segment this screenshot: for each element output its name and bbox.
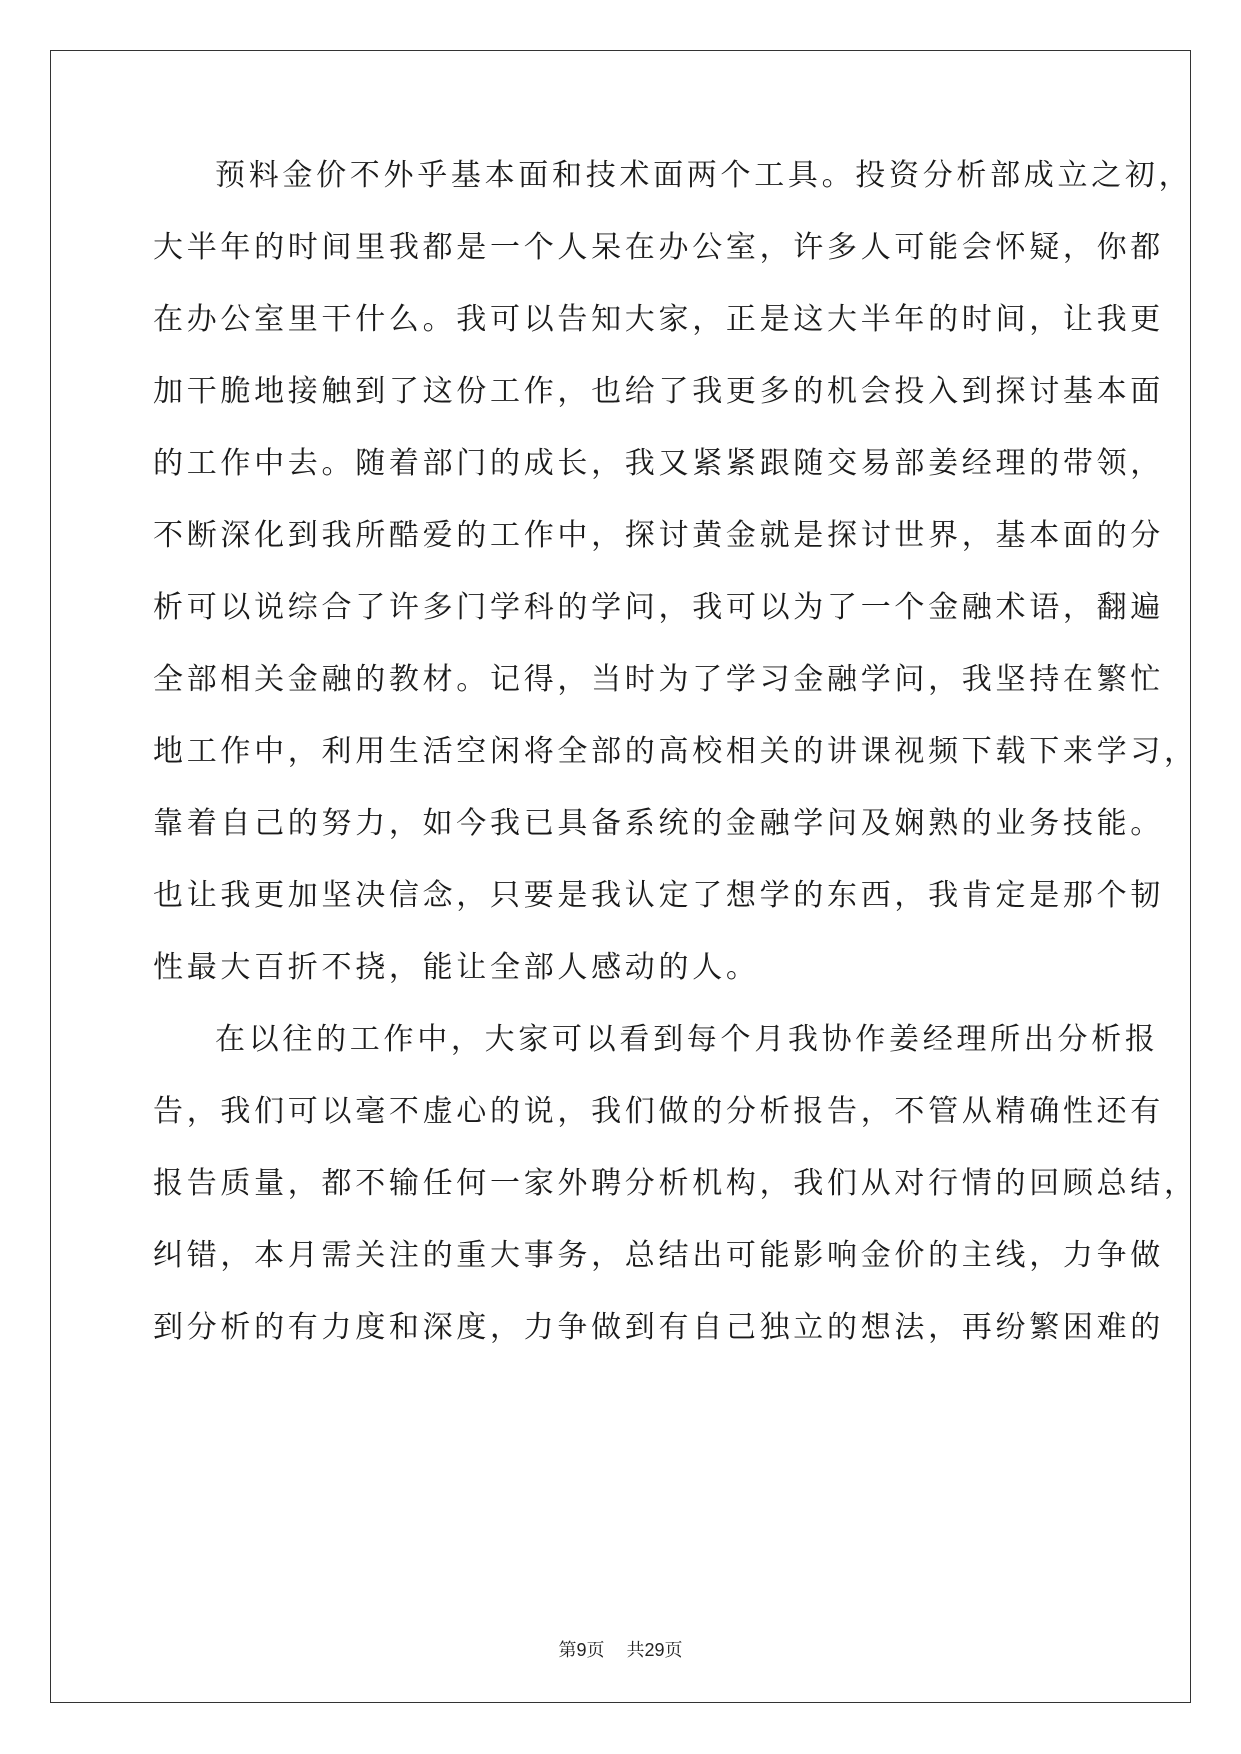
paragraph-1-line-8: 全部相关金融的教材。记得，当时为了学习金融学问，我坚持在繁忙: [153, 662, 1164, 697]
paragraph-1-line-11: 也让我更加坚决信念，只要是我认定了想学的东西，我肯定是那个韧: [153, 878, 1164, 913]
paragraph-2-line-5: 到分析的有力度和深度，力争做到有自己独立的想法，再纷繁困难的: [153, 1310, 1164, 1345]
paragraph-2-line-2: 告，我们可以毫不虚心的说，我们做的分析报告，不管从精确性还有: [153, 1094, 1164, 1129]
paragraph-1-line-6: 不断深化到我所酷爱的工作中，探讨黄金就是探讨世界，基本面的分: [153, 518, 1164, 553]
paragraph-1-line-12: 性最大百折不挠，能让全部人感动的人。: [153, 950, 760, 985]
paragraph-1-line-7: 析可以说综合了许多门学科的学问，我可以为了一个金融术语，翻遍: [153, 590, 1164, 625]
footer-total-pages: 29: [644, 1640, 665, 1660]
paragraph-2-line-4: 纠错，本月需关注的重大事务，总结出可能影响金价的主线，力争做: [153, 1238, 1164, 1273]
paragraph-1-line-2: 大半年的时间里我都是一个人呆在办公室，许多人可能会怀疑，你都: [153, 230, 1164, 265]
paragraph-1-line-4: 加干脆地接触到了这份工作，也给了我更多的机会投入到探讨基本面: [153, 374, 1164, 409]
paragraph-2-line-1: 在以往的工作中，大家可以看到每个月我协作姜经理所出分析报: [215, 1022, 1159, 1057]
footer-total-prefix: 共: [626, 1640, 645, 1661]
footer-total-suffix: 页: [664, 1640, 683, 1661]
paragraph-1-line-10: 靠着自己的努力，如今我已具备系统的金融学问及娴熟的业务技能。: [153, 806, 1164, 841]
paragraph-1-line-5: 的工作中去。随着部门的成长，我又紧紧跟随交易部姜经理的带领，: [153, 446, 1164, 481]
paragraph-1-line-3: 在办公室里干什么。我可以告知大家，正是这大半年的时间，让我更: [153, 302, 1164, 337]
footer-page-number: 9: [576, 1640, 587, 1660]
footer-page-prefix: 第: [558, 1640, 577, 1661]
paragraph-1-line-1: 预料金价不外乎基本面和技术面两个工具。投资分析部成立之初，: [215, 158, 1193, 193]
page-footer: [0, 1638, 1241, 1663]
footer-page-suffix: 页: [586, 1640, 605, 1661]
paragraph-1-line-9: 地工作中，利用生活空闲将全部的高校相关的讲课视频下载下来学习，: [153, 734, 1198, 769]
paragraph-2-line-3: 报告质量，都不输任何一家外聘分析机构，我们从对行情的回顾总结，: [153, 1166, 1198, 1201]
